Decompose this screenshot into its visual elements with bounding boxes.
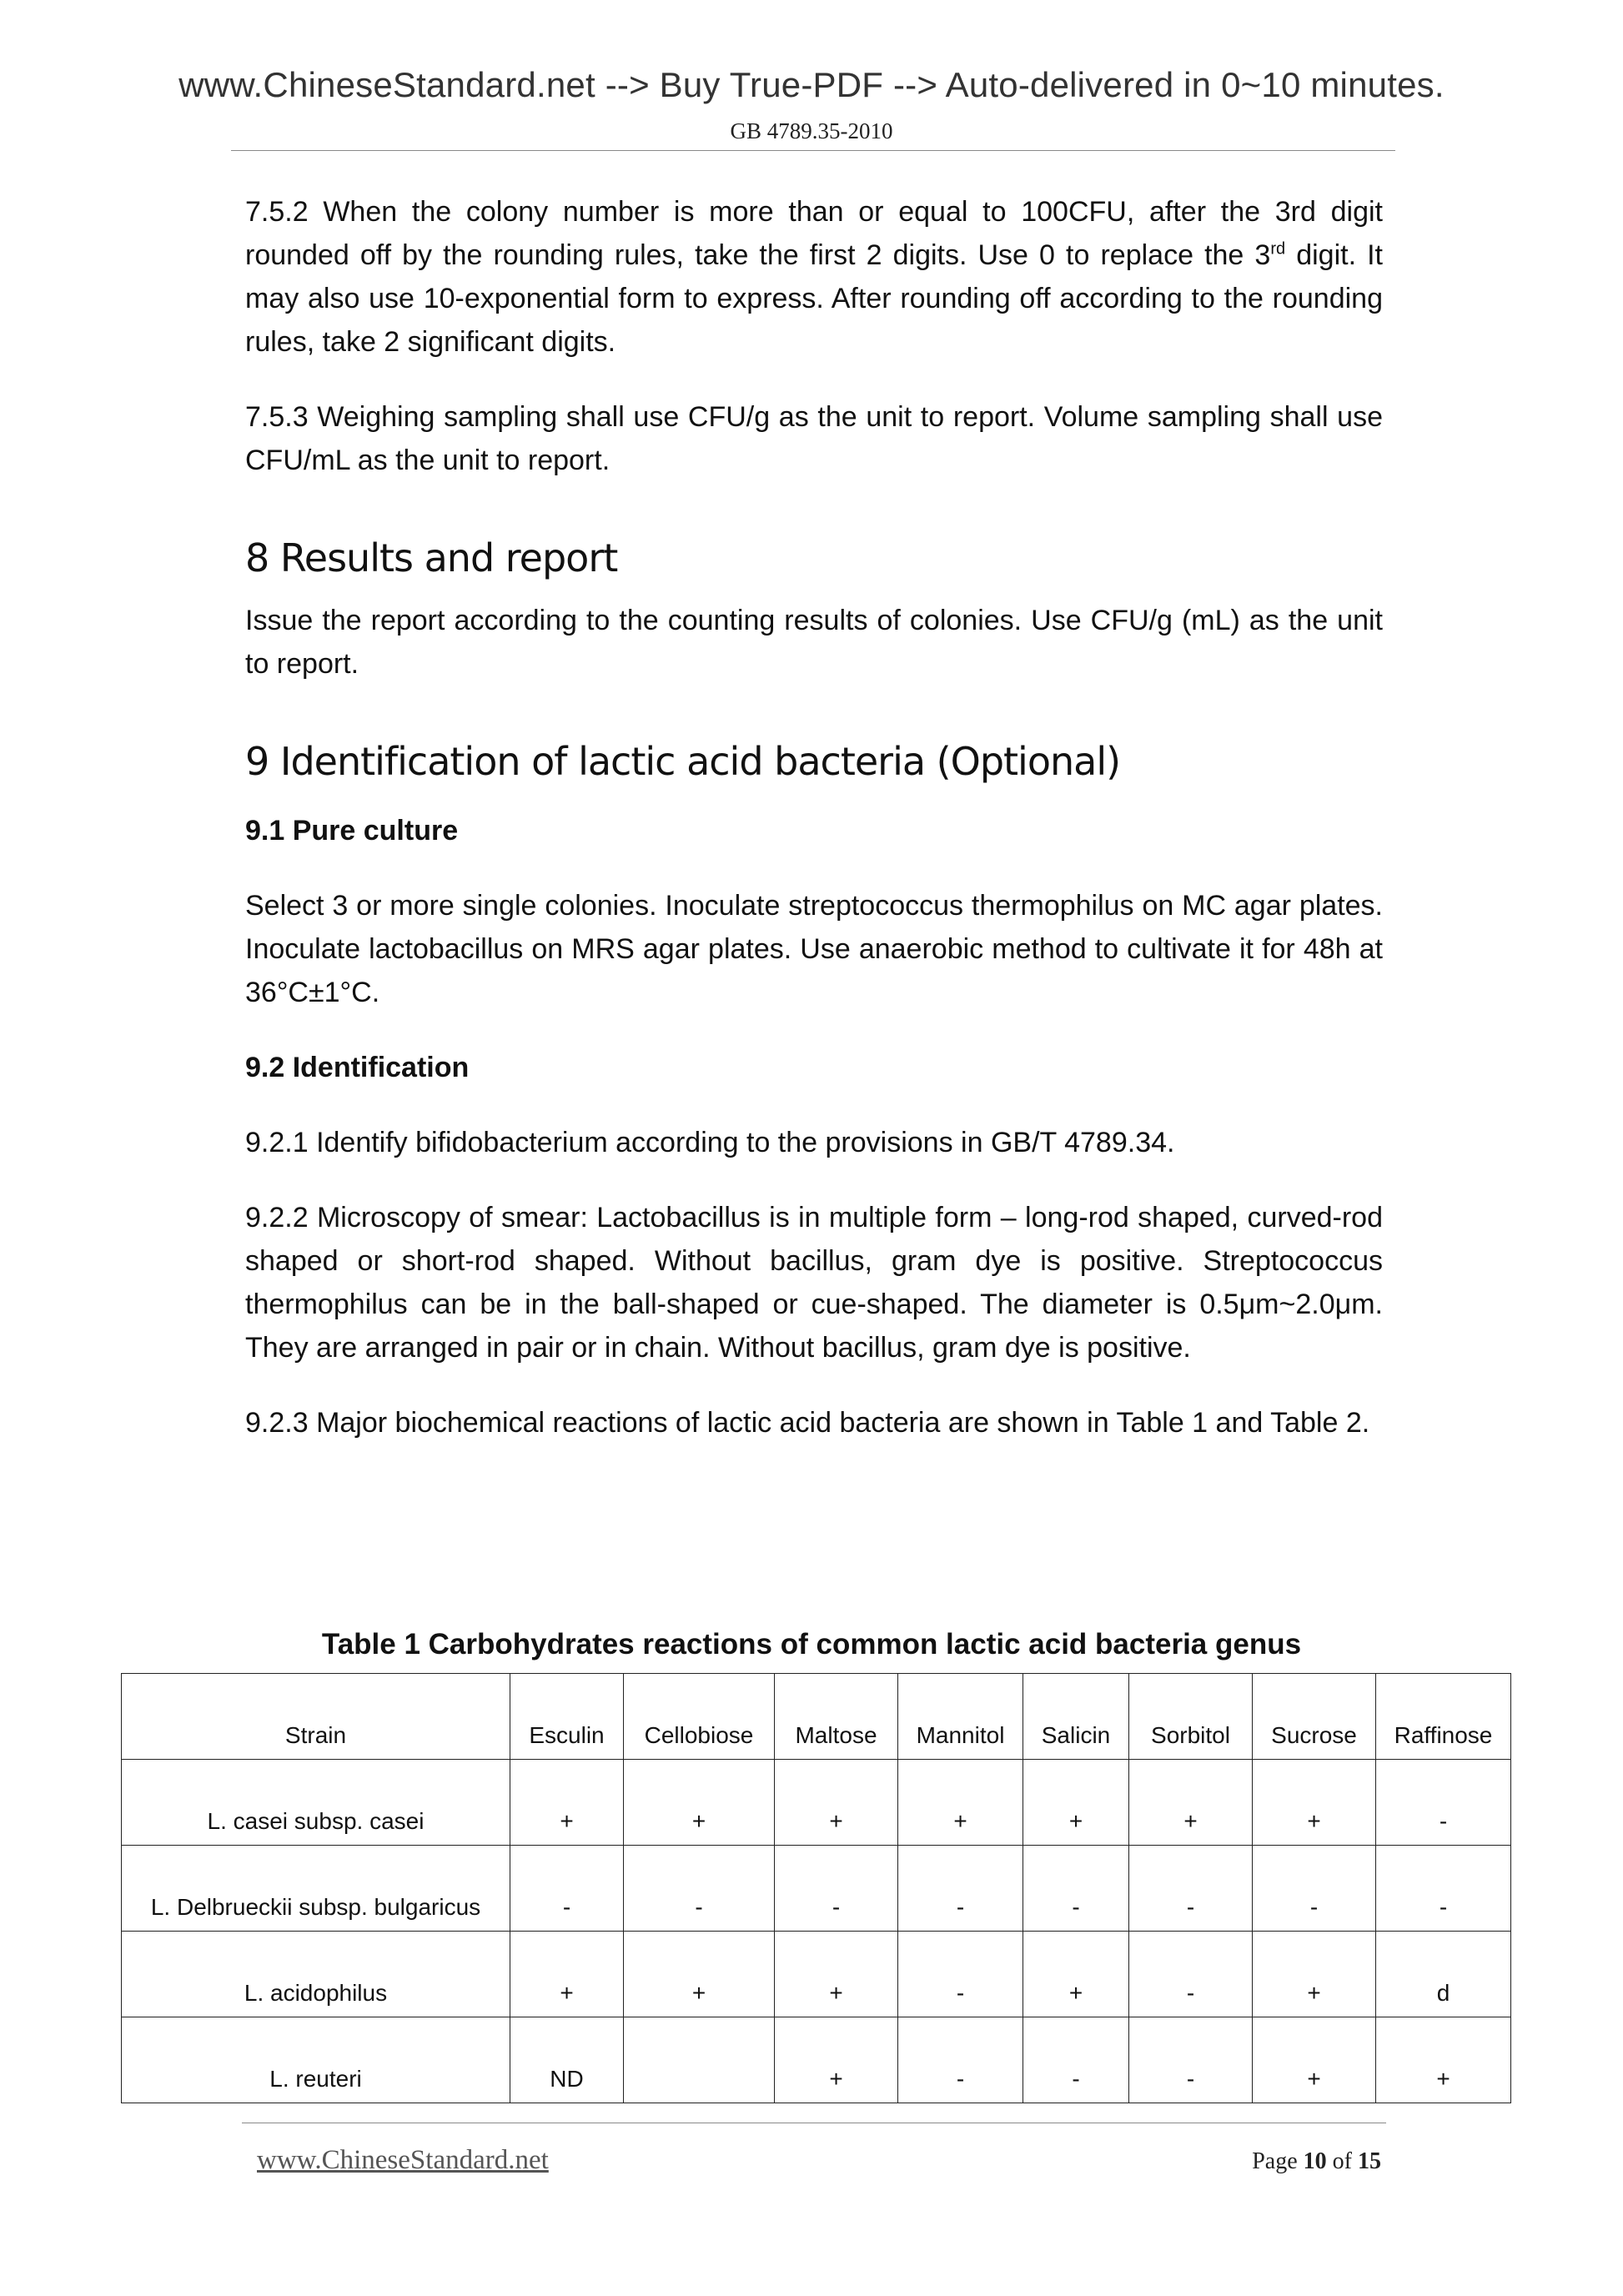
table-cell: + xyxy=(1253,1932,1376,2017)
table-cell: + xyxy=(775,2017,898,2103)
table-cell: + xyxy=(510,1932,624,2017)
paragraph-7-5-2 xyxy=(245,190,1383,364)
superscript-rd: rd xyxy=(1270,239,1286,259)
section-9-1-heading: 9.1 Pure culture xyxy=(245,815,459,847)
section-8-heading: 8 Results and report xyxy=(245,535,618,580)
paragraph-9-1: Select 3 or more single colonies. Inoculate streptococcus thermophilus on MC agar plates. Inoculate lactobacillus on MRS agar plates. Use anaerobic method to cultivate it for 48h at 36°C±1°C. xyxy=(245,890,1383,1008)
page-of: of xyxy=(1332,2148,1352,2174)
column-header: Sucrose xyxy=(1253,1674,1376,1760)
column-header: Sorbitol xyxy=(1129,1674,1253,1760)
table-cell: - xyxy=(1129,1932,1253,2017)
column-header: Salicin xyxy=(1023,1674,1129,1760)
section-9-heading: 9 Identification of lactic acid bacteria (Optional) xyxy=(245,739,1121,784)
table-cell: + xyxy=(624,1932,775,2017)
table-cell: - xyxy=(1376,1846,1511,1932)
table-cell: L. acidophilus xyxy=(122,1932,510,2017)
page-total: 15 xyxy=(1358,2148,1381,2174)
table-cell: + xyxy=(1023,1932,1129,2017)
header-divider xyxy=(231,150,1395,151)
table-cell: - xyxy=(624,1846,775,1932)
table-cell: d xyxy=(1376,1932,1511,2017)
table-cell: + xyxy=(898,1760,1023,1846)
standard-code: GB 4789.35-2010 xyxy=(730,118,893,143)
table-cell: + xyxy=(775,1760,898,1846)
table-cell: - xyxy=(898,2017,1023,2103)
column-header: Raffinose xyxy=(1376,1674,1511,1760)
column-header: Strain xyxy=(122,1674,510,1760)
table-cell: + xyxy=(775,1932,898,2017)
page-number xyxy=(1252,2148,1381,2175)
table-cell: - xyxy=(898,1932,1023,2017)
column-header: Mannitol xyxy=(898,1674,1023,1760)
paragraph-8: Issue the report according to the counting results of colonies. Use CFU/g (mL) as the unit to report. xyxy=(245,605,1383,680)
table-cell xyxy=(624,2017,775,2103)
section-9-2-heading: 9.2 Identification xyxy=(245,1052,470,1083)
table-cell: L. casei subsp. casei xyxy=(122,1760,510,1846)
table-cell: - xyxy=(510,1846,624,1932)
table-cell: + xyxy=(510,1760,624,1846)
table-cell: - xyxy=(898,1846,1023,1932)
table-cell: - xyxy=(1376,1760,1511,1846)
carbohydrates-reactions-table xyxy=(121,1673,1511,2103)
paragraph-9-2-3: 9.2.3 Major biochemical reactions of lactic acid bacteria are shown in Table 1 and Table 2. xyxy=(245,1407,1370,1439)
paragraph-7-5-2-text: 7.5.2 When the colony number is more than or equal to 100CFU, after the 3rd digit rounded off by the rounding rules, take the first 2 digits. Use 0 to replace the 3 xyxy=(245,196,1383,271)
table-cell: + xyxy=(1376,2017,1511,2103)
table-row xyxy=(122,2017,1511,2103)
table-cell: + xyxy=(624,1760,775,1846)
site-banner[interactable]: www.ChineseStandard.net --> Buy True-PDF --> Auto-delivered in 0~10 minutes. xyxy=(178,65,1445,104)
page-word: Page xyxy=(1252,2148,1298,2174)
table-row xyxy=(122,1846,1511,1932)
table-row xyxy=(122,1760,1511,1846)
table-cell: + xyxy=(1253,2017,1376,2103)
page-current: 10 xyxy=(1303,2148,1327,2174)
footer-website-link[interactable]: www.ChineseStandard.net xyxy=(257,2145,549,2175)
document-body xyxy=(245,190,1383,1476)
column-header: Maltose xyxy=(775,1674,898,1760)
table-cell: L. Delbrueckii subsp. bulgaricus xyxy=(122,1846,510,1932)
table-row xyxy=(122,1932,1511,2017)
table-header-row xyxy=(122,1674,1511,1760)
table-cell: + xyxy=(1129,1760,1253,1846)
column-header: Cellobiose xyxy=(624,1674,775,1760)
paragraph-9-2-1: 9.2.1 Identify bifidobacterium according to the provisions in GB/T 4789.34. xyxy=(245,1127,1175,1158)
paragraph-7-5-3: 7.5.3 Weighing sampling shall use CFU/g as the unit to report. Volume sampling shall use CFU/mL as the unit to report. xyxy=(245,401,1383,476)
table-1-title: Table 1 Carbohydrates reactions of common lactic acid bacteria genus xyxy=(321,1628,1302,1660)
paragraph-7-5-2-text-end: digit. It may also use 10-exponential form to express. After rounding off according to the rounding rules, take 2 significant digits. xyxy=(245,239,1383,358)
paragraph-9-2-2: 9.2.2 Microscopy of smear: Lactobacillus is in multiple form – long-rod shaped, curved-rod shaped or short-rod shaped. Without bacillus, gram dye is positive. Streptococcus thermophilus can be in the ball-shaped or cue-shaped. The diameter is 0.5μm~2.0μm. They are arranged in pair or in chain. Without bacillus, gram dye is positive. xyxy=(245,1202,1383,1364)
table-cell: + xyxy=(1253,1760,1376,1846)
table-cell: ND xyxy=(510,2017,624,2103)
table-cell: + xyxy=(1023,1760,1129,1846)
table-cell: - xyxy=(775,1846,898,1932)
table-cell: - xyxy=(1023,1846,1129,1932)
table-cell: - xyxy=(1129,1846,1253,1932)
table-cell: - xyxy=(1129,2017,1253,2103)
column-header: Esculin xyxy=(510,1674,624,1760)
table-cell: L. reuteri xyxy=(122,2017,510,2103)
table-cell: - xyxy=(1023,2017,1129,2103)
table-cell: - xyxy=(1253,1846,1376,1932)
